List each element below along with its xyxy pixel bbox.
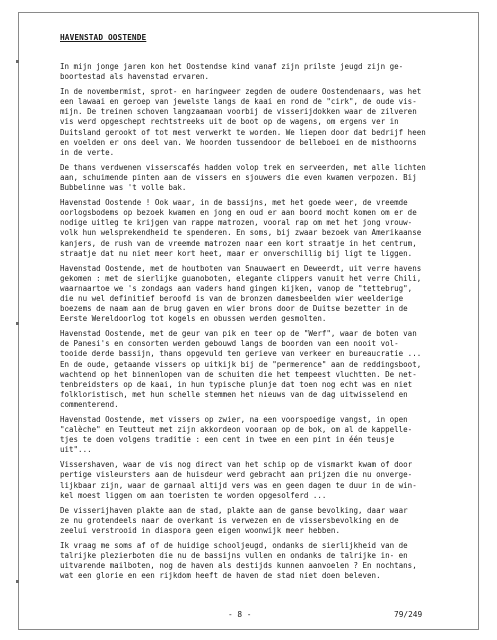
paragraph: Havenstad Oostende, met de houtboten van Snauwaert en Deweerdt, uit verre havens gekomen : met de sierlijke guanoboten, elegante clippers vanuit het verre Chili, waarnaartoe we 's zondags aan vaders hand gingen kijken, vanop de "tettebrug", die nu wel definitief beroofd is van de bronzen damesbeelden wier weelderige boezems de naam aan de brug gaven en wier brons door de Duitse bezetter in de Eerste Wereldoorlog tot kogels en obussen werden gesmolten. — [60, 263, 422, 324]
reference-number: 79/249 — [394, 610, 423, 619]
paragraph: Havenstad Oostende, met vissers op zwier, na een voorspoedige vangst, in open "calèche" en Teutteut met zijn akkordeon vooraan op de bok, om al de kappelle- tjes te doen volgens traditie : een cent in twee en een pint in één teusje uit"... — [60, 415, 413, 455]
document-body — [60, 62, 444, 586]
paragraph: De visserijhaven plakte aan de stad, plakte aan de ganse bevolking, daar waar ze nu grotendeels naar de overkant is verwezen en de vissersbevolking en de zeelui verstrooid in diaspora geen eigen woonwijk meer hebben. — [60, 505, 408, 535]
paragraph: Vissershaven, waar de vis nog direct van het schip op de vismarkt kwam of door pertige visleursters aan de huisdeur werd gebracht aan prijzen die nu onverge- lijkbaar zijn, waar de garnaal altijd vers was en geen dagen te duur in de win- kel moest liggen om aan toeristen te worden opgesolferd ... — [60, 460, 417, 500]
paragraph: De thans verdwenen visserscafés hadden volop trek en serveerden, met alle lichten aan, schuimende pinten aan de vissers en sjouwers die even kwamen verpozen. Bij Bubbelinne was 't volle bak. — [60, 162, 426, 193]
paragraph: Ik vraag me soms af of de huidige schooljeugd, ondanks de sierlijkheid van de talrijke plezierboten die nu de bassijns vullen en ondanks de talrijke in- en uitvarende mailboten, nog de haven als destijds kunnen aanvoelen ? En nochtans, wat een glorie en een rijkdom heeft de haven de stad niet doen beleven. — [60, 541, 417, 581]
paragraph: In de novembermist, sprot- en haringweer zegden de oudere Oostendenaars, was het een lawaai en geroep van jewelste langs de kaai en rond de "cirk", de oude vis- mijn. De treinen schoven langzaamaan voorbij de visserijdokken waar de zilveren vis werd opgeschept rechtstreeks uit de boot op de wagens, om ergens ver in Duitsland gerookt of tot mest verwerkt te worden. We liepen door dat bedrijf heen en voelden er ons deel van. We hoorden tussendoor de belleboei en de misthoorns in de verte. — [60, 87, 426, 157]
binding-hole-mark — [16, 60, 19, 63]
page-number: - 8 - — [228, 610, 252, 619]
binding-hole-mark — [16, 322, 19, 325]
binding-hole-mark — [16, 580, 19, 583]
paragraph: Havenstad Oostende ! Ook waar, in de bassijns, met het goede weer, de vreemde oorlogsbodems op bezoek kwamen en jong en oud er aan boord mocht komen om er de nodige uitleg te krijgen van rappe matrozen, vooral rap om met het jong vrouw- volk hun welsprekendheid te spenderen. En soms, bij zwaar bezoek van Amerikaanse kanjers, de rush van de vreemde matrozen naar een kort straatje in het centrum, straatje dat nu niet meer kort heet, maar er onverschillig bij ligt te liggen. — [60, 198, 422, 258]
paragraph: In mijn jonge jaren kon het Oostendse kind vanaf zijn prilste jeugd zijn ge- boortestad als havenstad ervaren. — [60, 62, 404, 82]
document-title: HAVENSTAD OOSTENDE — [60, 33, 147, 42]
paragraph: Havenstad Oostende, met de geur van pik en teer op de "Werf", waar de boten van de Panesi's en consorten werden gebouwd langs de boorden van een nooit vol- tooide derde bassijn, thans opgevuld ten gerieve van verkeer en bureaucratie ... En de oude, getaande vissers op uitkijk bij de "permerence" aan de reddingsboot, wachtend op het binnenlopen van de schuiten die het tempeest vluchtten. De net- tenbreidsters op de kaai, in hun typische plunje dat toen nog echt was en niet folkloristisch, met hun schelle stemmen het nieuws van de dag uitwisselend en commenterend. — [60, 329, 422, 409]
